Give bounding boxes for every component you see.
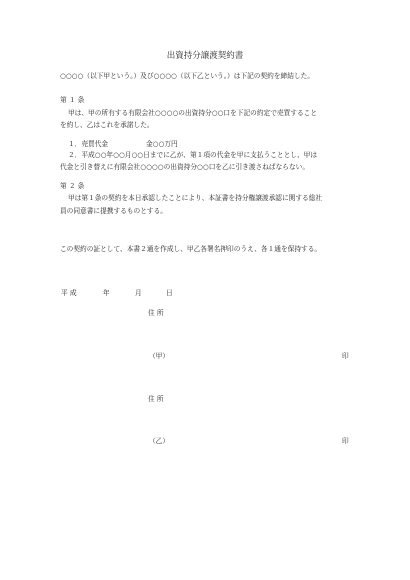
date-day: 日: [166, 289, 173, 297]
date-month: 月: [135, 289, 142, 297]
article1-text-line1: 甲は、甲の所有する有限会社○○○○の出資持分○○口を下記の約定で売買すること: [68, 109, 318, 117]
party-a-name-label: （甲）: [149, 352, 170, 360]
party-b-seal-mark: 印: [342, 437, 349, 445]
article2-heading: 第 ２ 条: [60, 182, 85, 190]
intro-paragraph: ○○○○（以下甲という。）及び○○○○（以下乙という。）は下記の契約を締結した。: [60, 72, 314, 80]
article2-text-line2: 員の同意書に提携するものとする。: [60, 207, 167, 215]
party-b-name-label: （乙）: [149, 437, 170, 445]
party-a-address-label: 住 所: [148, 309, 164, 317]
article1-text-line2: を約し、乙はこれを承諾した。: [60, 121, 154, 129]
article1-item1-value: 金○○万円: [146, 140, 178, 148]
article1-item1-label: １．売買代金: [68, 140, 109, 148]
document-title: 出資持分譲渡契約書: [166, 51, 244, 61]
party-a-seal-mark: 印: [342, 352, 349, 360]
party-b-address-label: 住 所: [148, 395, 164, 403]
date-era: 平 成: [61, 289, 77, 297]
article2-text-line1: 甲は第１条の契約を本日承認したことにより、本証書を持分権譲渡承認に関する総社: [68, 194, 323, 202]
closing-paragraph: この契約の証として、本書２通を作成し、甲乙各署名押印のうえ、各１通を保持する。: [60, 245, 322, 253]
date-year: 年: [103, 289, 110, 297]
article1-heading: 第 １ 条: [60, 96, 85, 104]
article1-item2-line2: 代金と引き替えに有限会社○○○○の出資持分○○口を乙に引き渡さねばならない。: [60, 163, 310, 171]
article1-item2-line1: ２．平成○○年○○月○○日までに乙が、第１項の代金を甲に支払うこととし、甲は: [68, 151, 318, 159]
